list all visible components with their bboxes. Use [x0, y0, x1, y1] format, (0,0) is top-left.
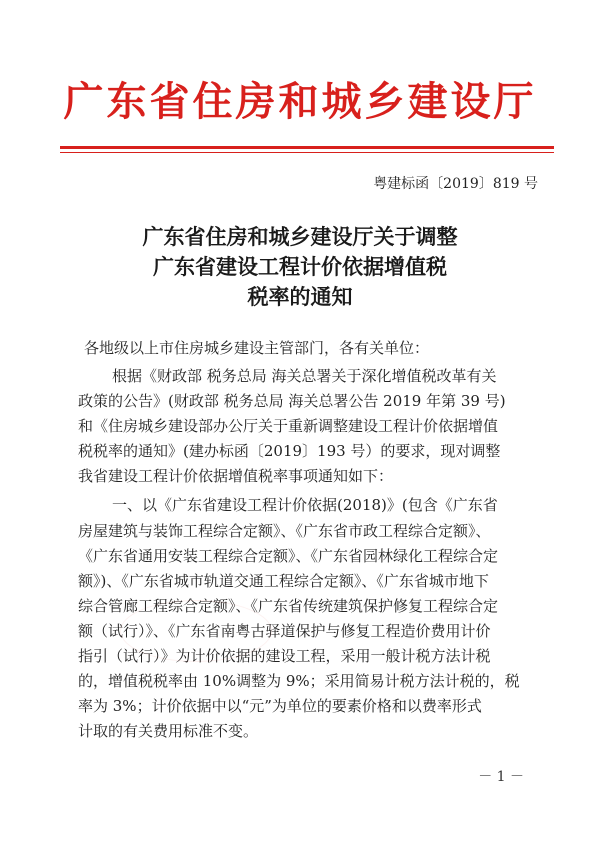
document-title: [0, 222, 600, 312]
paragraph-line: 政策的公告》(财政部 税务总局 海关总署公告 2019 年第 39 号): [78, 392, 506, 411]
paragraph-line: 一、以《广东省建设工程计价依据(2018)》(包含《广东省: [112, 496, 498, 515]
paragraph-line: 额》)、《广东省城市轨道交通工程综合定额》、《广东省城市地下: [78, 571, 489, 590]
paragraph-line: 房屋建筑与装饰工程综合定额》、《广东省市政工程综合定额》、: [78, 521, 491, 540]
document-title-line: 广东省住房和城乡建设厅关于调整: [142, 224, 458, 249]
red-header-rule-thick: [60, 146, 554, 149]
page-number: － 1 －: [478, 769, 524, 785]
document-title-line: 广东省建设工程计价依据增值税: [153, 254, 447, 279]
paragraph-line: 率为 3%；计价依据中以“元”为单位的要素价格和以费率形式: [78, 697, 482, 716]
paragraph-line: 和《住房城乡建设部办公厅关于重新调整建设工程计价依据增值: [78, 417, 499, 436]
paragraph-line: 根据《财政部 税务总局 海关总署关于深化增值税改革有关: [112, 367, 497, 385]
paragraph-line: 我省建设工程计价依据增值税率事项通知如下：: [78, 467, 394, 486]
paragraph-line: 税税率的通知》(建办标函〔2019〕193 号）的要求，现对调整: [78, 442, 501, 461]
paragraph-line: 综合管廊工程综合定额》、《广东省传统建筑保护修复工程综合定: [78, 596, 499, 615]
paragraph-line: 指引（试行）》为计价依据的建设工程，采用一般计税方法计税: [78, 647, 491, 666]
paragraph-line: 的，增值税税率由 10%调整为 9%；采用简易计税方法计税的，税: [78, 672, 520, 691]
document-body: [78, 364, 564, 744]
red-header-rule-thin: [60, 152, 554, 153]
document-title-line: 税率的通知: [247, 284, 353, 309]
document-number: 粤建标函〔2019〕819 号: [373, 176, 538, 192]
paragraph-line: 《广东省通用安装工程综合定额》、《广东省园林绿化工程综合定: [78, 546, 499, 565]
salutation: 各地级以上市住房城乡建设主管部门，各有关单位：: [84, 339, 430, 357]
agency-header-title: 广东省住房和城乡建设厅: [63, 79, 537, 125]
paragraph-line: 计取的有关费用标准不变。: [78, 722, 259, 741]
paragraph-line: 额（试行）》、《广东省南粤古驿道保护与修复工程造价费用计价: [78, 621, 491, 640]
